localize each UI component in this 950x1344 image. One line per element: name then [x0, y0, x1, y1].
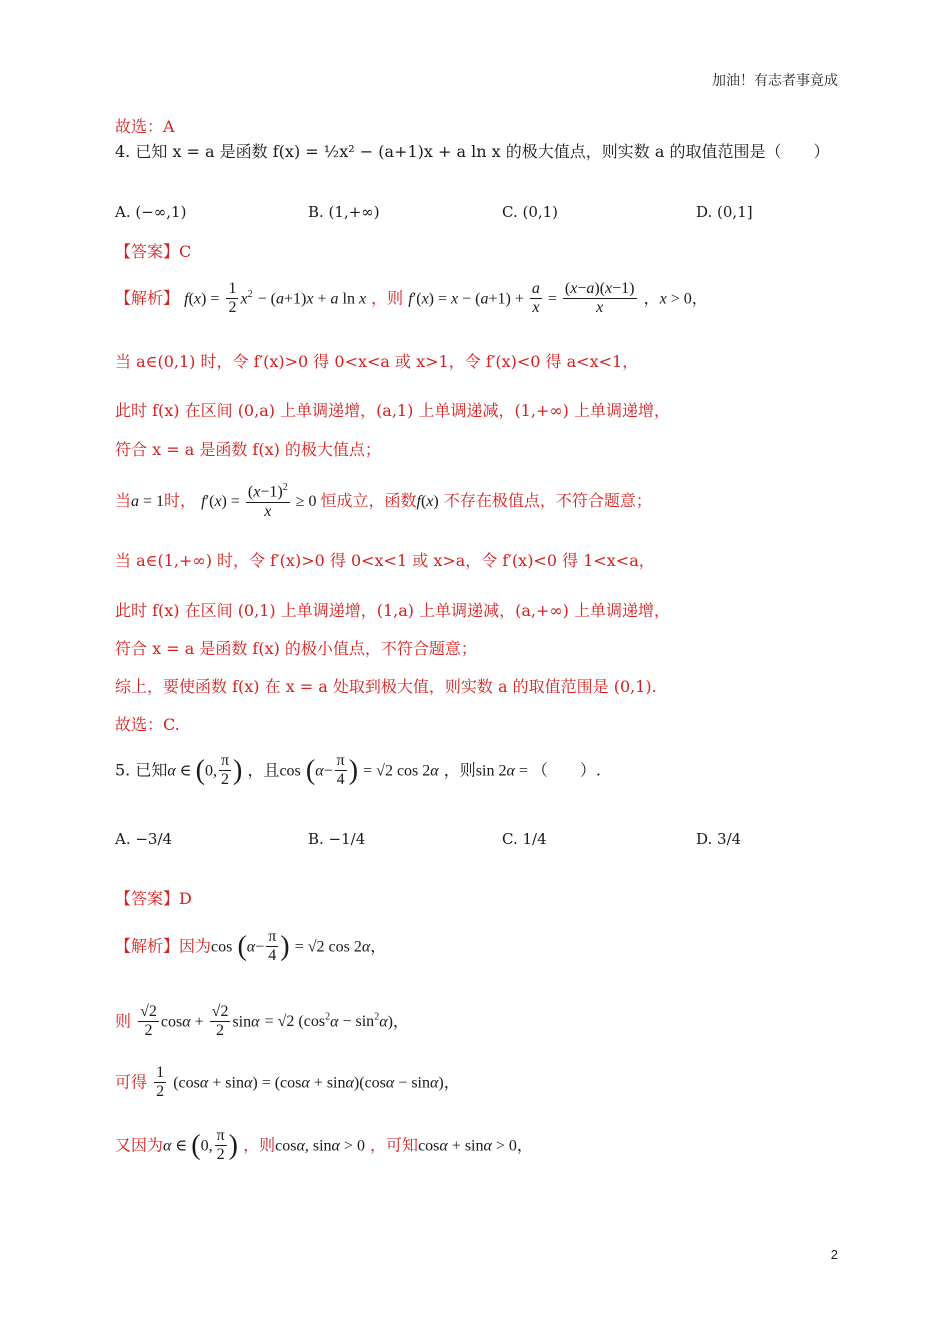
- q5-option-a: A. −3/4: [115, 830, 173, 848]
- q5-option-c: C. 1/4: [502, 830, 547, 848]
- answer-choice-4: 故选：C.: [115, 715, 180, 734]
- answer-choice-prev: 故选：A: [115, 117, 175, 136]
- analysis-4-case1-conclusion: 符合 x = a 是函数 f(x) 的极大值点；: [115, 440, 381, 459]
- analysis-5-step4: 又因为α ∈ (0, $\frac{\pi}{2}$ ) ，则cosα, sinα > 0 ，可知cosα + sinα > 0，: [115, 1127, 533, 1164]
- analysis-label: 【解析】: [115, 288, 180, 308]
- analysis-5-step1: 【解析】因为cos (α− $\frac{\pi}{4}$ ) = √2 cos 2α，: [115, 928, 387, 965]
- analysis-4-derivative: 【解析】 f(x) = $\frac{1}{2}$ $x^2 - (a+1)x + a$ ln x ，则 f′(x) = x − (a+1) + $\frac{a}{x}$ = $\frac{(x-a)(x-1)}{x}$ ，x > 0，: [115, 280, 708, 317]
- analysis-4-case1-monotonic: 此时 f(x) 在区间 (0,a) 上单调递增，(a,1) 上单调递减，(1,+∞) 上单调递增，: [115, 401, 671, 420]
- question-4: [115, 142, 829, 161]
- analysis-4-case3-monotonic: 此时 f(x) 在区间 (0,1) 上单调递增，(1,a) 上单调递减，(a,+∞) 上单调递增，: [115, 601, 671, 620]
- question-4-text: 4. 已知 x = a 是函数 f(x) = ½x² − (a+1)x + a ln x 的极大值点，则实数 a 的取值范围是（ ）: [115, 142, 830, 161]
- analysis-4-case2: 当a = 1时， f′(x) = $\frac{(x-1)^2}{x}$ ≥ 0 恒成立，函数f(x) 不存在极值点，不符合题意；: [115, 482, 652, 520]
- analysis-4-case3-conclusion: 符合 x = a 是函数 f(x) 的极小值点，不符合题意；: [115, 639, 477, 658]
- q5-option-b: B. −1/4: [308, 830, 366, 848]
- q4-option-b: B. (1,+∞): [308, 203, 380, 221]
- analysis-5-step2: 则 $\frac{√2}{2}$ cosα + $\frac{√2}{2}$ sinα = √2 $(\cos^2\alpha - \sin^2\alpha)$，: [115, 1003, 409, 1040]
- answer-5: 【答案】D: [115, 889, 192, 908]
- analysis-5-step3: 可得 $\frac{1}{2}$ (cosα + sinα) = (cosα + sinα)(cosα − sinα)，: [115, 1064, 460, 1101]
- analysis-4-case1: 当 a∈(0,1) 时，令 f′(x)>0 得 0<x<a 或 x>1，令 f′(x)<0 得 a<x<1，: [115, 352, 639, 371]
- q5-option-d: D. 3/4: [696, 830, 742, 848]
- analysis-4-summary: 综上，要使函数 f(x) 在 x = a 处取到极大值，则实数 a 的取值范围是 (0,1).: [115, 677, 657, 696]
- header-motto: 加油！有志者事竟成: [712, 73, 838, 89]
- q4-option-d: D. (0,1]: [696, 203, 753, 221]
- question-5: 5. 已知α ∈ (0, $\frac{\pi}{2}$ ) ，且cos (α− $\frac{\pi}{4}$ ) = √2 cos 2α ，则sin 2α = （ ）.: [115, 752, 601, 789]
- answer-4: 【答案】C: [115, 242, 192, 261]
- q4-option-c: C. (0,1): [502, 203, 559, 221]
- analysis-4-case3: 当 a∈(1,+∞) 时，令 f′(x)>0 得 0<x<1 或 x>a，令 f′(x)<0 得 1<x<a，: [115, 551, 655, 570]
- q4-option-a: A. (−∞,1): [115, 203, 187, 221]
- page-number: 2: [830, 1247, 838, 1262]
